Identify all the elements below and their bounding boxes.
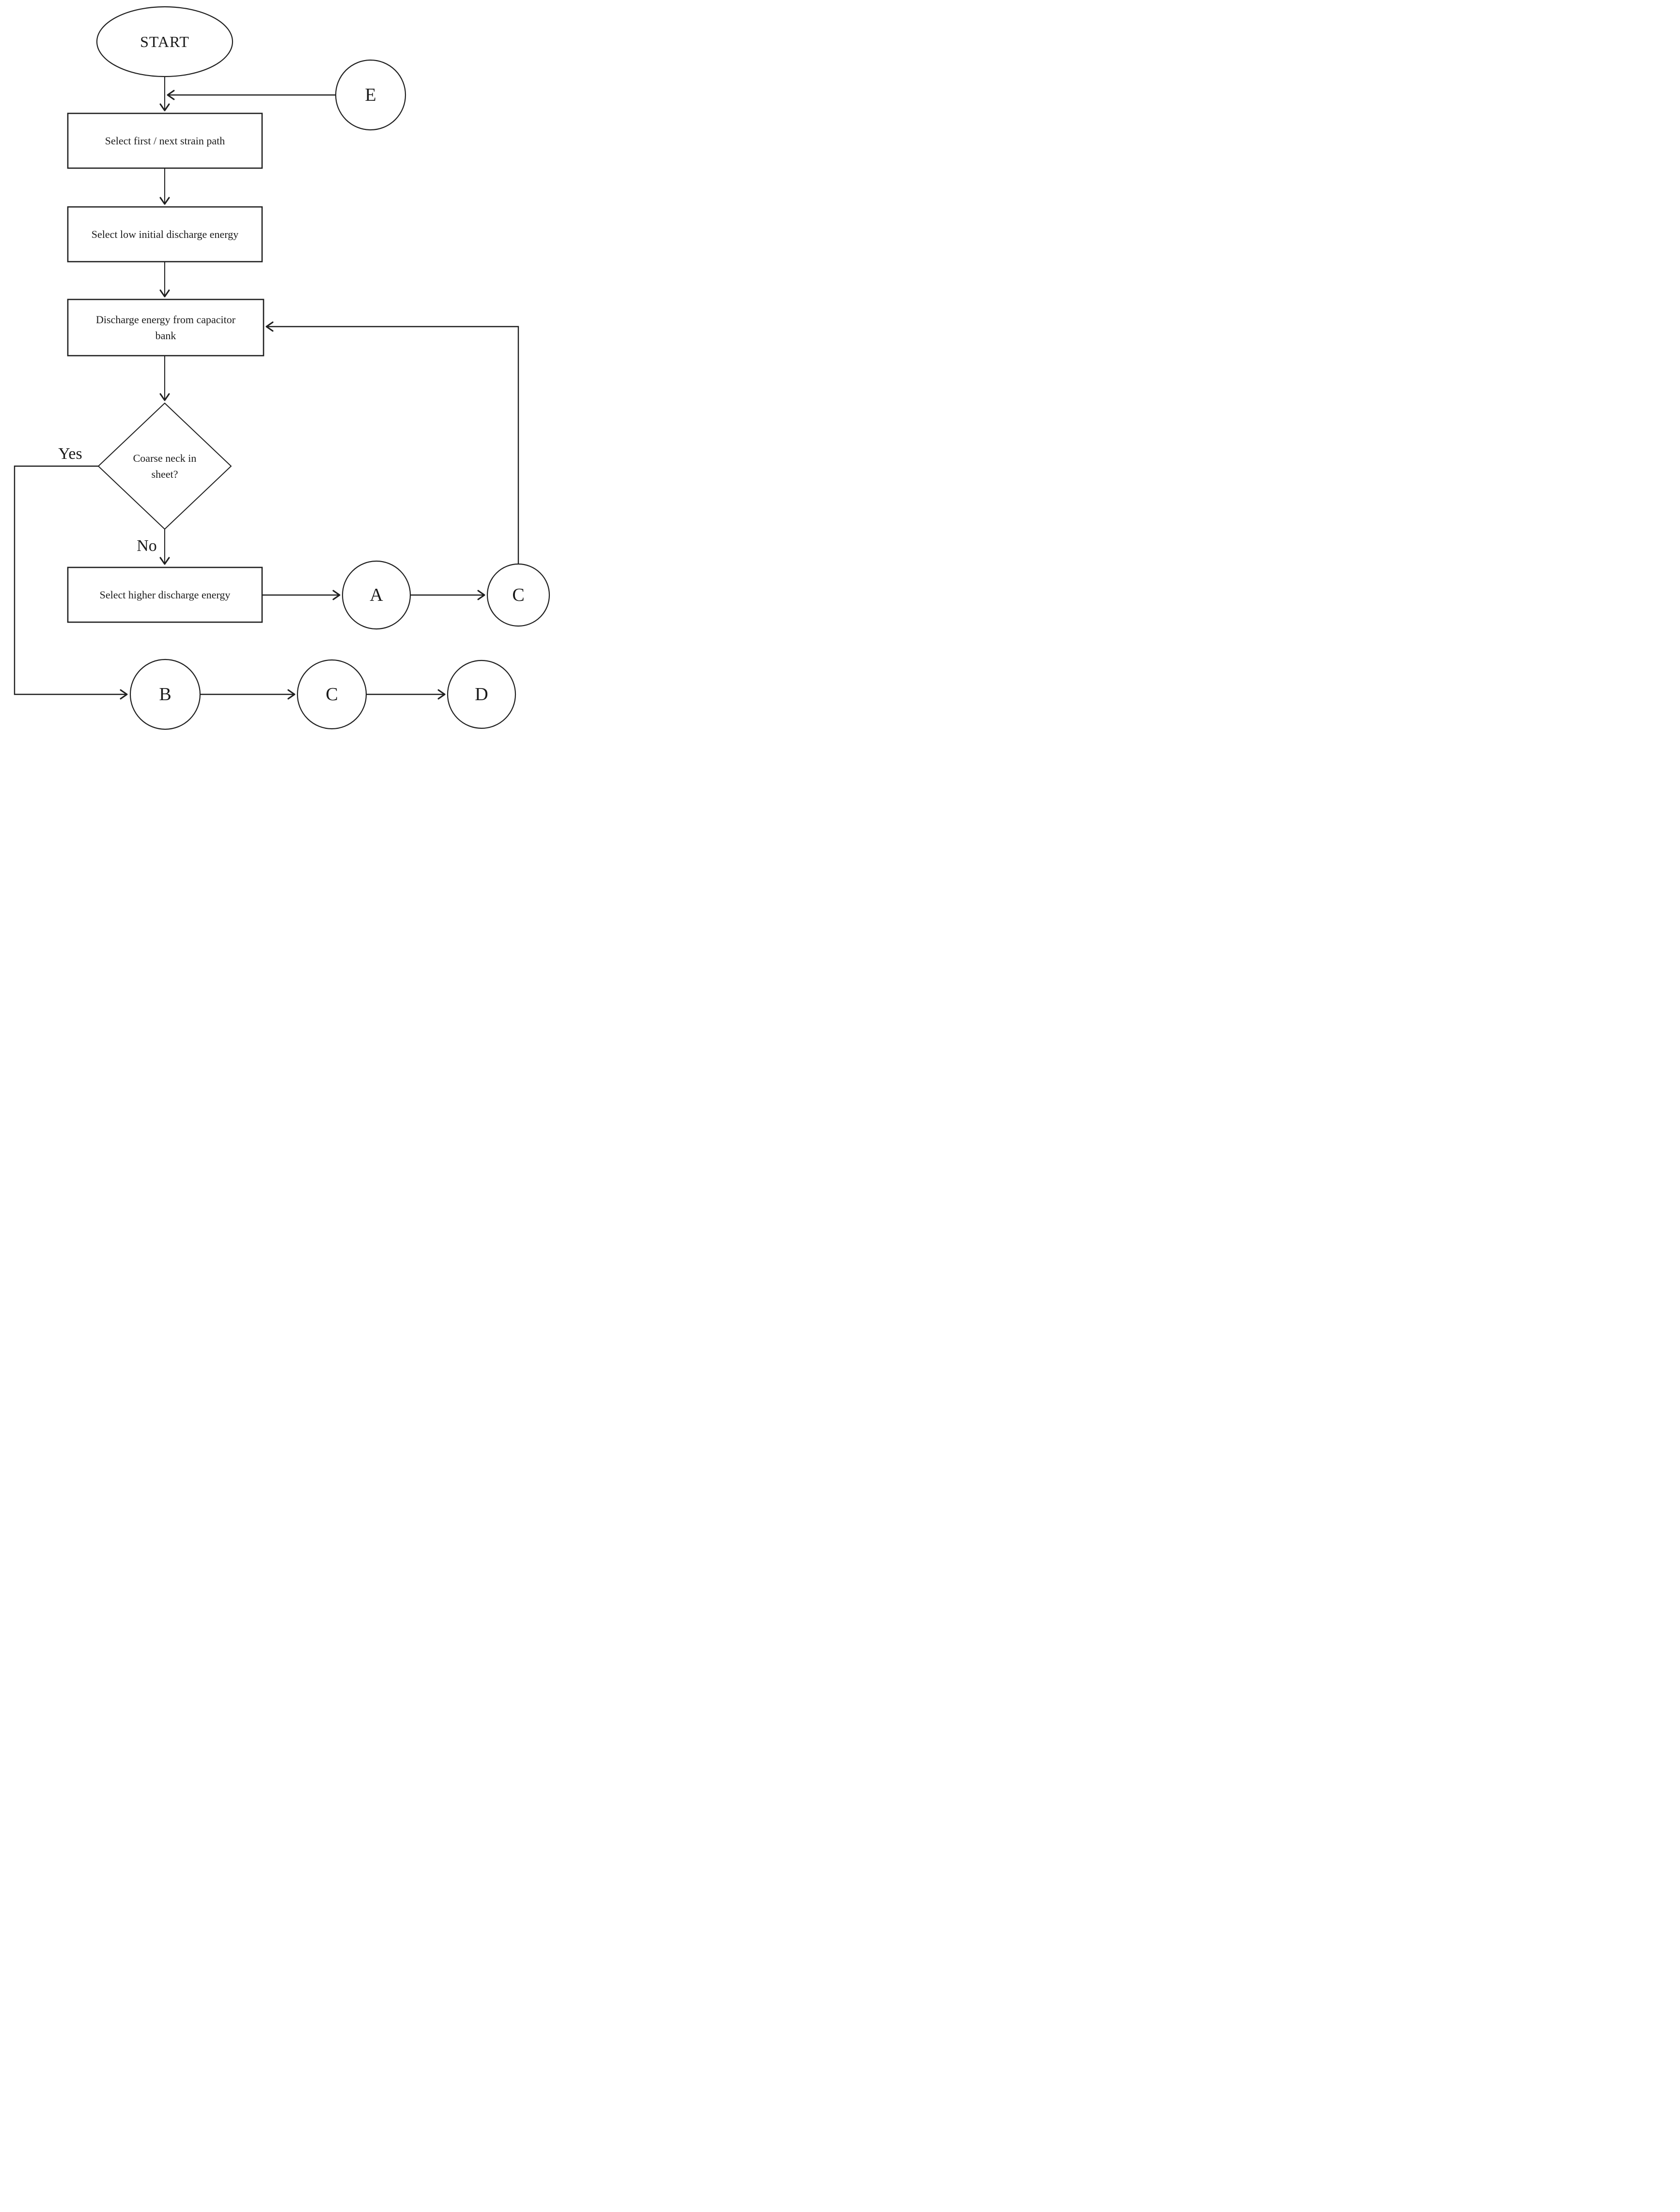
start-label: START xyxy=(140,33,189,50)
connector-b-label: B xyxy=(159,684,171,705)
connector-c-bottom-label: C xyxy=(326,684,338,705)
select-higher-energy-label: Select higher discharge energy xyxy=(99,589,231,601)
connector-d-label: D xyxy=(475,684,488,705)
edge-connector-c-loop-to-discharge xyxy=(266,327,518,564)
coarse-neck-decision-label: Coarse neck in sheet? xyxy=(133,452,197,480)
no-branch-label: No xyxy=(137,536,157,555)
connector-e-label: E xyxy=(365,84,376,105)
flowchart-shapes-layer xyxy=(0,0,560,737)
yes-branch-label: Yes xyxy=(58,444,82,463)
connector-c-right-label: C xyxy=(512,584,525,605)
select-strain-path-label: Select first / next strain path xyxy=(105,135,225,147)
flowchart-canvas xyxy=(0,0,560,737)
select-low-energy-label: Select low initial discharge energy xyxy=(91,228,239,240)
connector-a-label: A xyxy=(370,584,383,605)
discharge-energy-label: Discharge energy from capacitor bank xyxy=(95,314,236,342)
